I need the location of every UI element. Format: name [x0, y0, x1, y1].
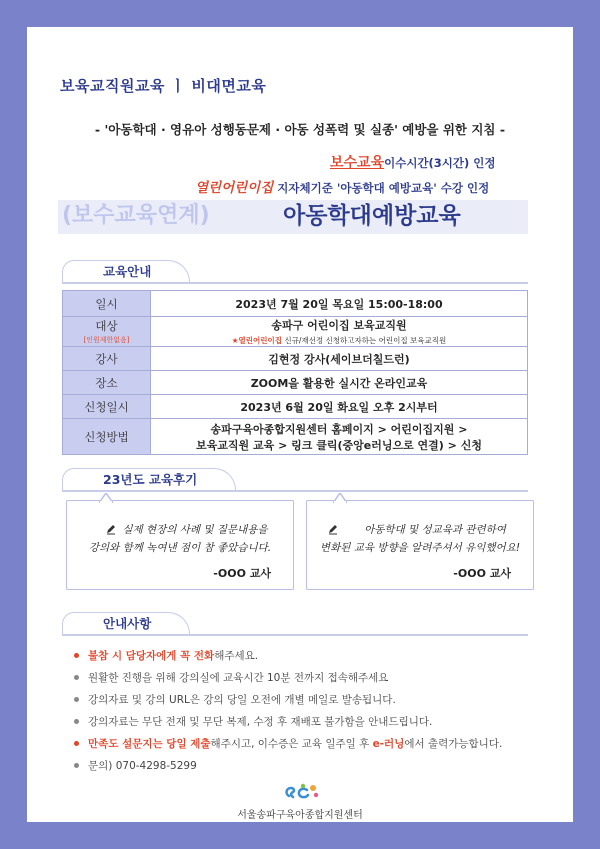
review-signature: -OOO 교사 — [453, 567, 511, 580]
notice-text: 해주시고, 이수증은 교육 일주일 후 — [210, 738, 373, 750]
apply-method-line-1: 송파구육아종합지원센터 홈페이지 > 어린이집지원 > — [210, 422, 468, 436]
list-item — [74, 692, 502, 714]
certification-line-2 — [195, 176, 489, 196]
review-text — [67, 521, 293, 557]
review-card — [306, 500, 534, 590]
row-value-target-main: 송파구 어린이집 보육교직원 — [271, 319, 407, 332]
page-subtitle: - '아동학대 · 영유아 성행동문제 · 아동 성폭력 및 실종' 예방을 위한 지침 - — [94, 122, 506, 137]
list-item — [74, 670, 502, 692]
page-title: 보육교직원교육 ㅣ 비대면교육 — [60, 77, 267, 95]
certification-highlight-1: 보수교육 — [330, 155, 385, 171]
table-row — [63, 347, 528, 371]
bullet-icon — [74, 653, 79, 658]
review-line-2: 강의와 함께 녹여낸 점이 참 좋았습니다. — [88, 542, 272, 554]
bullet-icon — [74, 675, 79, 680]
row-value-place: ZOOM을 활용한 실시간 온라인교육 — [151, 371, 528, 395]
row-label-date: 일시 — [63, 291, 151, 317]
section-divider-info — [62, 282, 528, 284]
row-value-lecturer: 김현정 강사(세이브더칠드런) — [151, 347, 528, 371]
row-value-target-sub — [155, 335, 523, 346]
row-value-target-sub-text: 신규/재선정 신청하고자하는 어린이집 보육교직원 — [284, 336, 447, 345]
info-table — [62, 290, 528, 455]
speech-notch-icon — [99, 493, 113, 503]
row-label-place: 장소 — [63, 371, 151, 395]
footer-org-name: 서울송파구육아종합지원센터 — [237, 810, 363, 821]
certification-line-1 — [330, 152, 496, 172]
notice-list — [74, 648, 502, 780]
notice-highlight: 불참 시 담당자에게 꼭 전화 — [88, 650, 215, 662]
notice-highlight: 만족도 설문지는 당일 제출 — [88, 738, 211, 750]
certification-highlight-2: 열린어린이집 — [195, 180, 274, 196]
bullet-icon — [74, 763, 79, 768]
bullet-icon — [74, 741, 79, 746]
section-tab-info: 교육안내 — [62, 260, 190, 282]
list-item — [74, 714, 502, 736]
bullet-icon — [74, 719, 79, 724]
apply-method-line-2: 보육교직원 교육 > 링크 클릭(중앙e러닝으로 연결) > 신청 — [196, 438, 482, 452]
notice-text: 원활한 진행을 위해 강의실에 교육시간 10분 전까지 접속해주세요 — [88, 672, 389, 684]
notice-highlight: e-러닝 — [372, 738, 405, 750]
list-item — [74, 648, 502, 670]
review-line-1: 실제 현장의 사례 및 질문내용을 — [122, 524, 268, 536]
row-value-apply-date: 2023년 6월 20일 화요일 오후 2시부터 — [151, 395, 528, 419]
table-row — [63, 395, 528, 419]
certification-text-1: 이수시간(3시간) 인정 — [384, 156, 496, 170]
section-divider-notice — [62, 634, 528, 636]
row-value-target-sub-highlight: ★열린어린이집 — [231, 336, 282, 345]
row-label-apply-date: 신청일시 — [63, 395, 151, 419]
review-line-2: 변화된 교육 방향을 알려주셔서 유익했어요! — [319, 542, 521, 554]
review-signature: -OOO 교사 — [213, 567, 271, 580]
speech-notch-icon — [333, 493, 347, 503]
table-row — [63, 419, 528, 455]
table-row — [63, 291, 528, 317]
row-label-target-text: 대상 — [95, 319, 118, 333]
section-tab-review: 23년도 교육후기 — [62, 468, 236, 490]
notice-text: 에서 출력가능합니다. — [404, 738, 503, 750]
table-row — [63, 371, 528, 395]
row-label-target — [63, 317, 151, 347]
notice-text: 해주세요. — [214, 650, 259, 662]
row-value-target — [151, 317, 528, 347]
headline-main: 아동학대예방교육 — [283, 203, 461, 229]
row-value-apply-method — [151, 419, 528, 455]
row-label-target-note: [인원제한없음] — [83, 336, 130, 344]
review-card — [66, 500, 294, 590]
bullet-icon — [74, 697, 79, 702]
notice-text: 강의자료는 무단 전재 및 무단 복제, 수정 후 재배포 불가함을 안내드립니다. — [88, 716, 433, 728]
review-text — [307, 521, 533, 557]
row-label-apply-method: 신청방법 — [63, 419, 151, 455]
section-tab-notice: 안내사항 — [62, 612, 190, 634]
row-value-date: 2023년 7월 20일 목요일 15:00-18:00 — [151, 291, 528, 317]
certification-text-2: 지자체기준 '아동학대 예방교육' 수강 인정 — [277, 181, 490, 195]
contact-text: 문의) 070-4298-5299 — [88, 760, 197, 772]
headline-prefix: (보수교육연계) — [62, 203, 210, 228]
row-label-lecturer: 강사 — [63, 347, 151, 371]
list-item — [74, 758, 502, 780]
review-line-1: 아동학대 및 성교육과 관련하여 — [364, 524, 506, 536]
list-item — [74, 736, 502, 758]
notice-text: 강의자료 및 강의 URL은 강의 당일 오전에 개별 메일로 발송됩니다. — [88, 694, 396, 706]
table-row — [63, 317, 528, 347]
section-divider-review — [62, 490, 528, 492]
center-logo-icon — [283, 782, 321, 802]
